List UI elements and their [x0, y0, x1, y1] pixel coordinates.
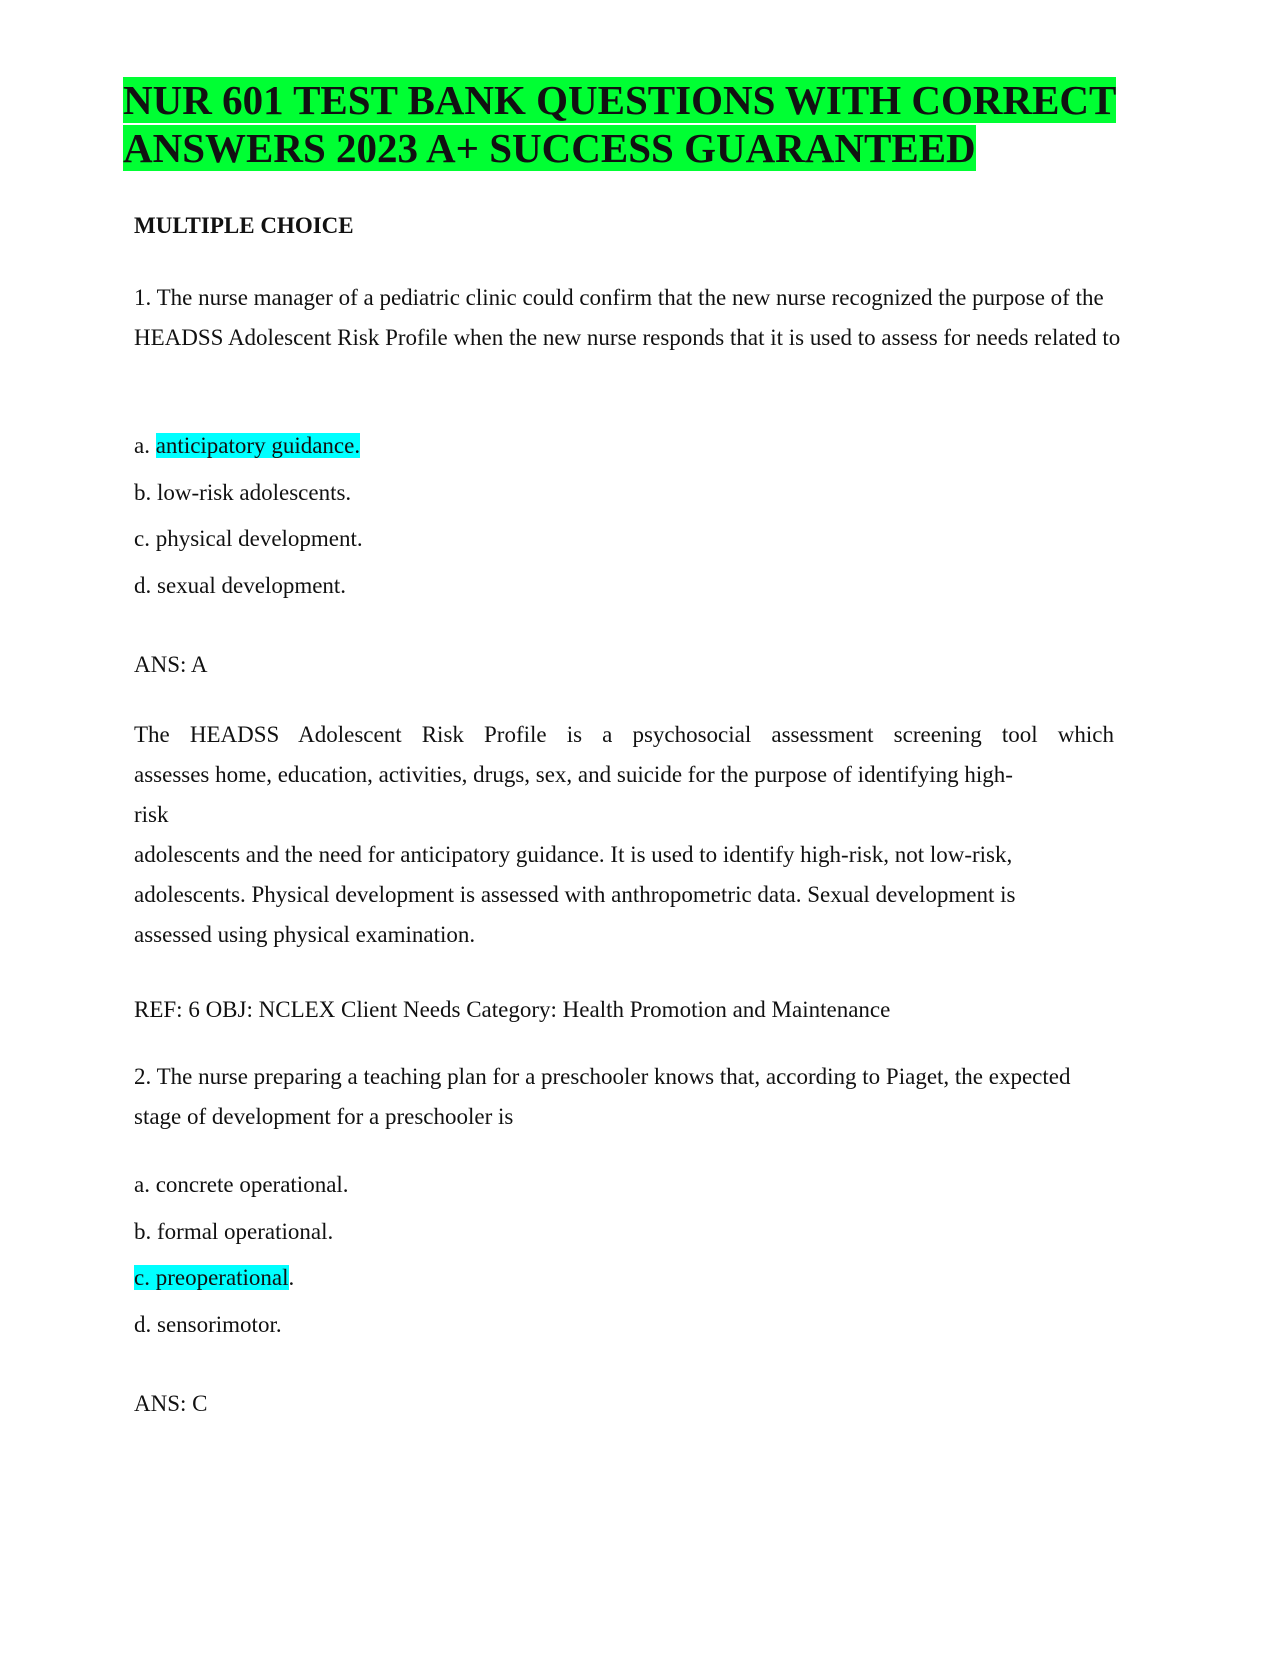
question-1-stem: 1. The nurse manager of a pediatric clinic could confirm that the new nurse recognized the purpose of the HEADSS Adolescent Risk Profile when the new nurse responds that it is used to assess for needs related to: [134, 285, 1121, 350]
q1-option-d: d. sexual development.: [134, 573, 347, 598]
q1-reference: REF: 6 OBJ: NCLEX Client Needs Category: Health Promotion and Maintenance: [134, 997, 891, 1022]
question-2-stem: 2. The nurse preparing a teaching plan for a preschooler knows that, according to Piaget, the expected stage of development for a preschooler is: [134, 1064, 1071, 1129]
q1-option-a-prefix: a.: [134, 433, 156, 458]
section-heading: MULTIPLE CHOICE: [134, 213, 354, 238]
q2-answer: ANS: C: [134, 1391, 208, 1416]
q2-option-a: a. concrete operational.: [134, 1172, 349, 1197]
title-line-2: ANSWERS 2023 A+ SUCCESS GUARANTEED: [123, 125, 976, 171]
q2-option-b: b. formal operational.: [134, 1219, 334, 1244]
q1-rationale-line-2: assesses home, education, activities, drugs, sex, and suicide for the purpose of identifying high-: [134, 762, 1013, 787]
q1-option-a: [134, 431, 360, 461]
q1-option-b: b. low-risk adolescents.: [134, 480, 352, 505]
q2-option-d: d. sensorimotor.: [134, 1312, 282, 1337]
q1-rationale-paragraph-2: adolescents and the need for anticipatory guidance. It is used to identify high-risk, not low-risk, adolescents. Physical development is assessed with anthropometric data. Sexual development is assessed using physical examination.: [134, 842, 1016, 947]
q1-option-a-answer-highlight: anticipatory guidance.: [155, 433, 361, 458]
q2-option-c-answer-highlight: c. preoperational: [134, 1265, 289, 1290]
q1-answer: ANS: A: [134, 652, 208, 677]
document-title: [123, 76, 1163, 172]
q2-option-c: [134, 1263, 294, 1293]
q1-option-c: c. physical development.: [134, 526, 363, 551]
q2-option-c-suffix: .: [288, 1265, 295, 1290]
title-line-1: NUR 601 TEST BANK QUESTIONS WITH CORRECT: [123, 77, 1117, 123]
q1-rationale-line-1: The HEADSS Adolescent Risk Profile is a psychosocial assessment screening tool which: [134, 722, 1114, 747]
q1-rationale-line-3: risk: [134, 802, 169, 827]
